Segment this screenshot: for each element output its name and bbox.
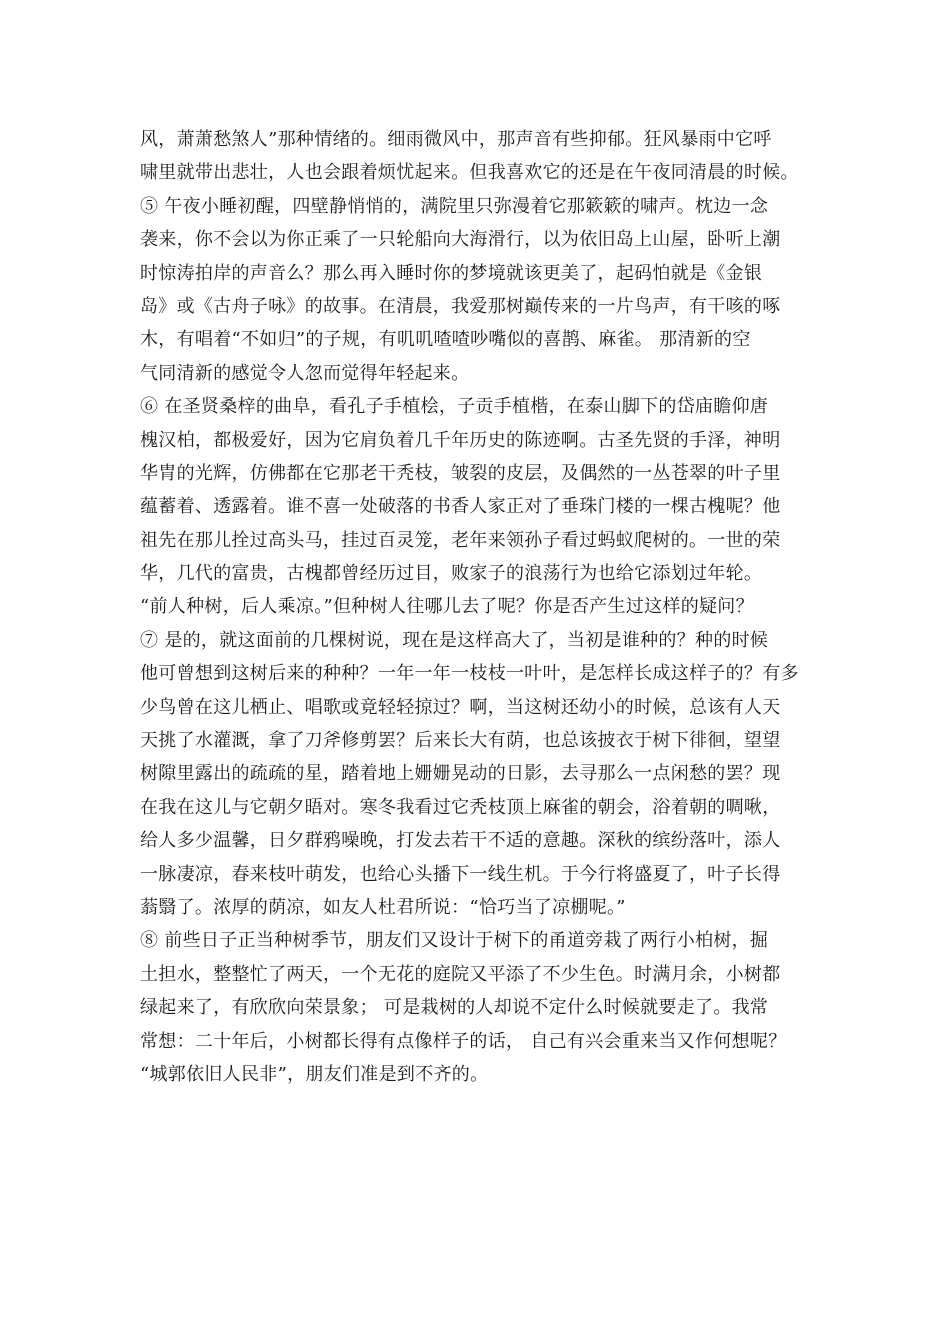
text-line: 给人多少温馨，日夕群鸦噪晚，打发去若干不适的意趣。深秋的缤纷落叶，添人 (140, 830, 781, 852)
text-line: 少鸟曾在这儿栖止、唱歌或竟轻轻掠过？啊，当这树还幼小的时候，总该有人天 (140, 696, 781, 718)
text-line: 天挑了水灌溉，拿了刀斧修剪罢？后来长大有荫，也总该披衣于树下徘徊，望望 (140, 730, 781, 752)
text-line: 在我在这儿与它朝夕晤对。寒冬我看过它秃枝顶上麻雀的朝会，浴着朝的啁啾， (140, 796, 781, 818)
text-line: 蓊翳了。浓厚的荫凉，如友人杜君所说：“恰巧当了凉棚呢。” (140, 896, 626, 918)
text-line: “前人种树，后人乘凉。”但种树人往哪儿去了呢？你是否产生过这样的疑问？ (140, 596, 754, 618)
text-line: 啸里就带出悲壮，人也会跟着烦忧起来。但我喜欢它的还是在午夜同清晨的时候。 (140, 162, 799, 184)
text-line: 一脉凄凉，春来枝叶萌发，也给心头播下一线生机。于今行将盛夏了，叶子长得 (140, 863, 781, 885)
text-line: 木，有唱着“不如归”的子规，有叽叽喳喳吵嘴似的喜鹊、麻雀。 那清新的空 (140, 329, 751, 351)
text-line: 袭来，你不会以为你正乘了一只轮船向大海滑行，以为依旧岛上山屋，卧听上潮 (140, 229, 781, 251)
paragraph-6-start: ⑥ 在圣贤桑梓的曲阜，看孔子手植桧，子贡手植楷，在泰山脚下的岱庙瞻仰唐 (140, 396, 769, 418)
text-line: 华，几代的富贵，古槐都曾经历过目，败家子的浪荡行为也给它添划过年轮。 (140, 563, 763, 585)
text-line: 风，萧萧愁煞人”那种情绪的。细雨微风中，那声音有些抑郁。狂风暴雨中它呼 (140, 129, 772, 150)
text-line: 岛》或《古舟子咏》的故事。在清晨，我爱那树巅传来的一片鸟声，有干咳的啄 (140, 295, 781, 317)
text-line: 树隙里露出的疏疏的星，踏着地上姗姗晃动的日影，去寻那么一点闲愁的罢？现 (140, 763, 781, 785)
essay-text-block (140, 123, 830, 1091)
text-line: 绿起来了，有欣欣向荣景象； 可是栽树的人却说不定什么时候就要走了。我常 (140, 997, 769, 1019)
text-line: 槐汉柏，都极爱好，因为它肩负着几千年历史的陈迹啊。古圣先贤的手泽，神明 (140, 429, 781, 451)
text-line: 祖先在那儿拴过高头马，挂过百灵笼，老年来领孙子看过蚂蚁爬树的。一世的荣 (140, 529, 781, 551)
text-line: 华胄的光辉，仿佛都在它那老干秃枝，皱裂的皮层，及偶然的一丛苍翠的叶子里 (140, 462, 781, 484)
text-line: 土担水，整整忙了两天，一个无花的庭院又平添了不少生色。时满月余，小树都 (140, 963, 781, 985)
text-line: “城郭依旧人民非”，朋友们准是到不齐的。 (140, 1063, 489, 1085)
text-line: 时惊涛拍岸的声音么？那么再入睡时你的梦境就该更美了，起码怕就是《金银 (140, 262, 763, 284)
paragraph-7-start: ⑦ 是的，就这面前的几棵树说，现在是这样高大了，当初是谁种的？种的时候 (140, 629, 769, 651)
text-line: 他可曾想到这树后来的种种？一年一年一枝枝一叶叶，是怎样长成这样子的？有多 (140, 663, 799, 685)
paragraph-8-start: ⑧ 前些日子正当种树季节，朋友们又设计于树下的甬道旁栽了两行小柏树，掘 (140, 930, 769, 952)
text-line: 蕴蓄着、透露着。谁不喜一处破落的书香人家正对了垂珠门楼的一棵古槐呢？他 (140, 496, 781, 518)
text-line: 气同清新的感觉令人忽而觉得年轻起来。 (140, 362, 470, 384)
paragraph-5-start: ⑤ 午夜小睡初醒，四壁静悄悄的，满院里只弥漫着它那簌簌的啸声。枕边一念 (140, 195, 769, 217)
text-line: 常想：二十年后，小树都长得有点像样子的话， 自己有兴会重来当又作何想呢？ (140, 1030, 787, 1052)
